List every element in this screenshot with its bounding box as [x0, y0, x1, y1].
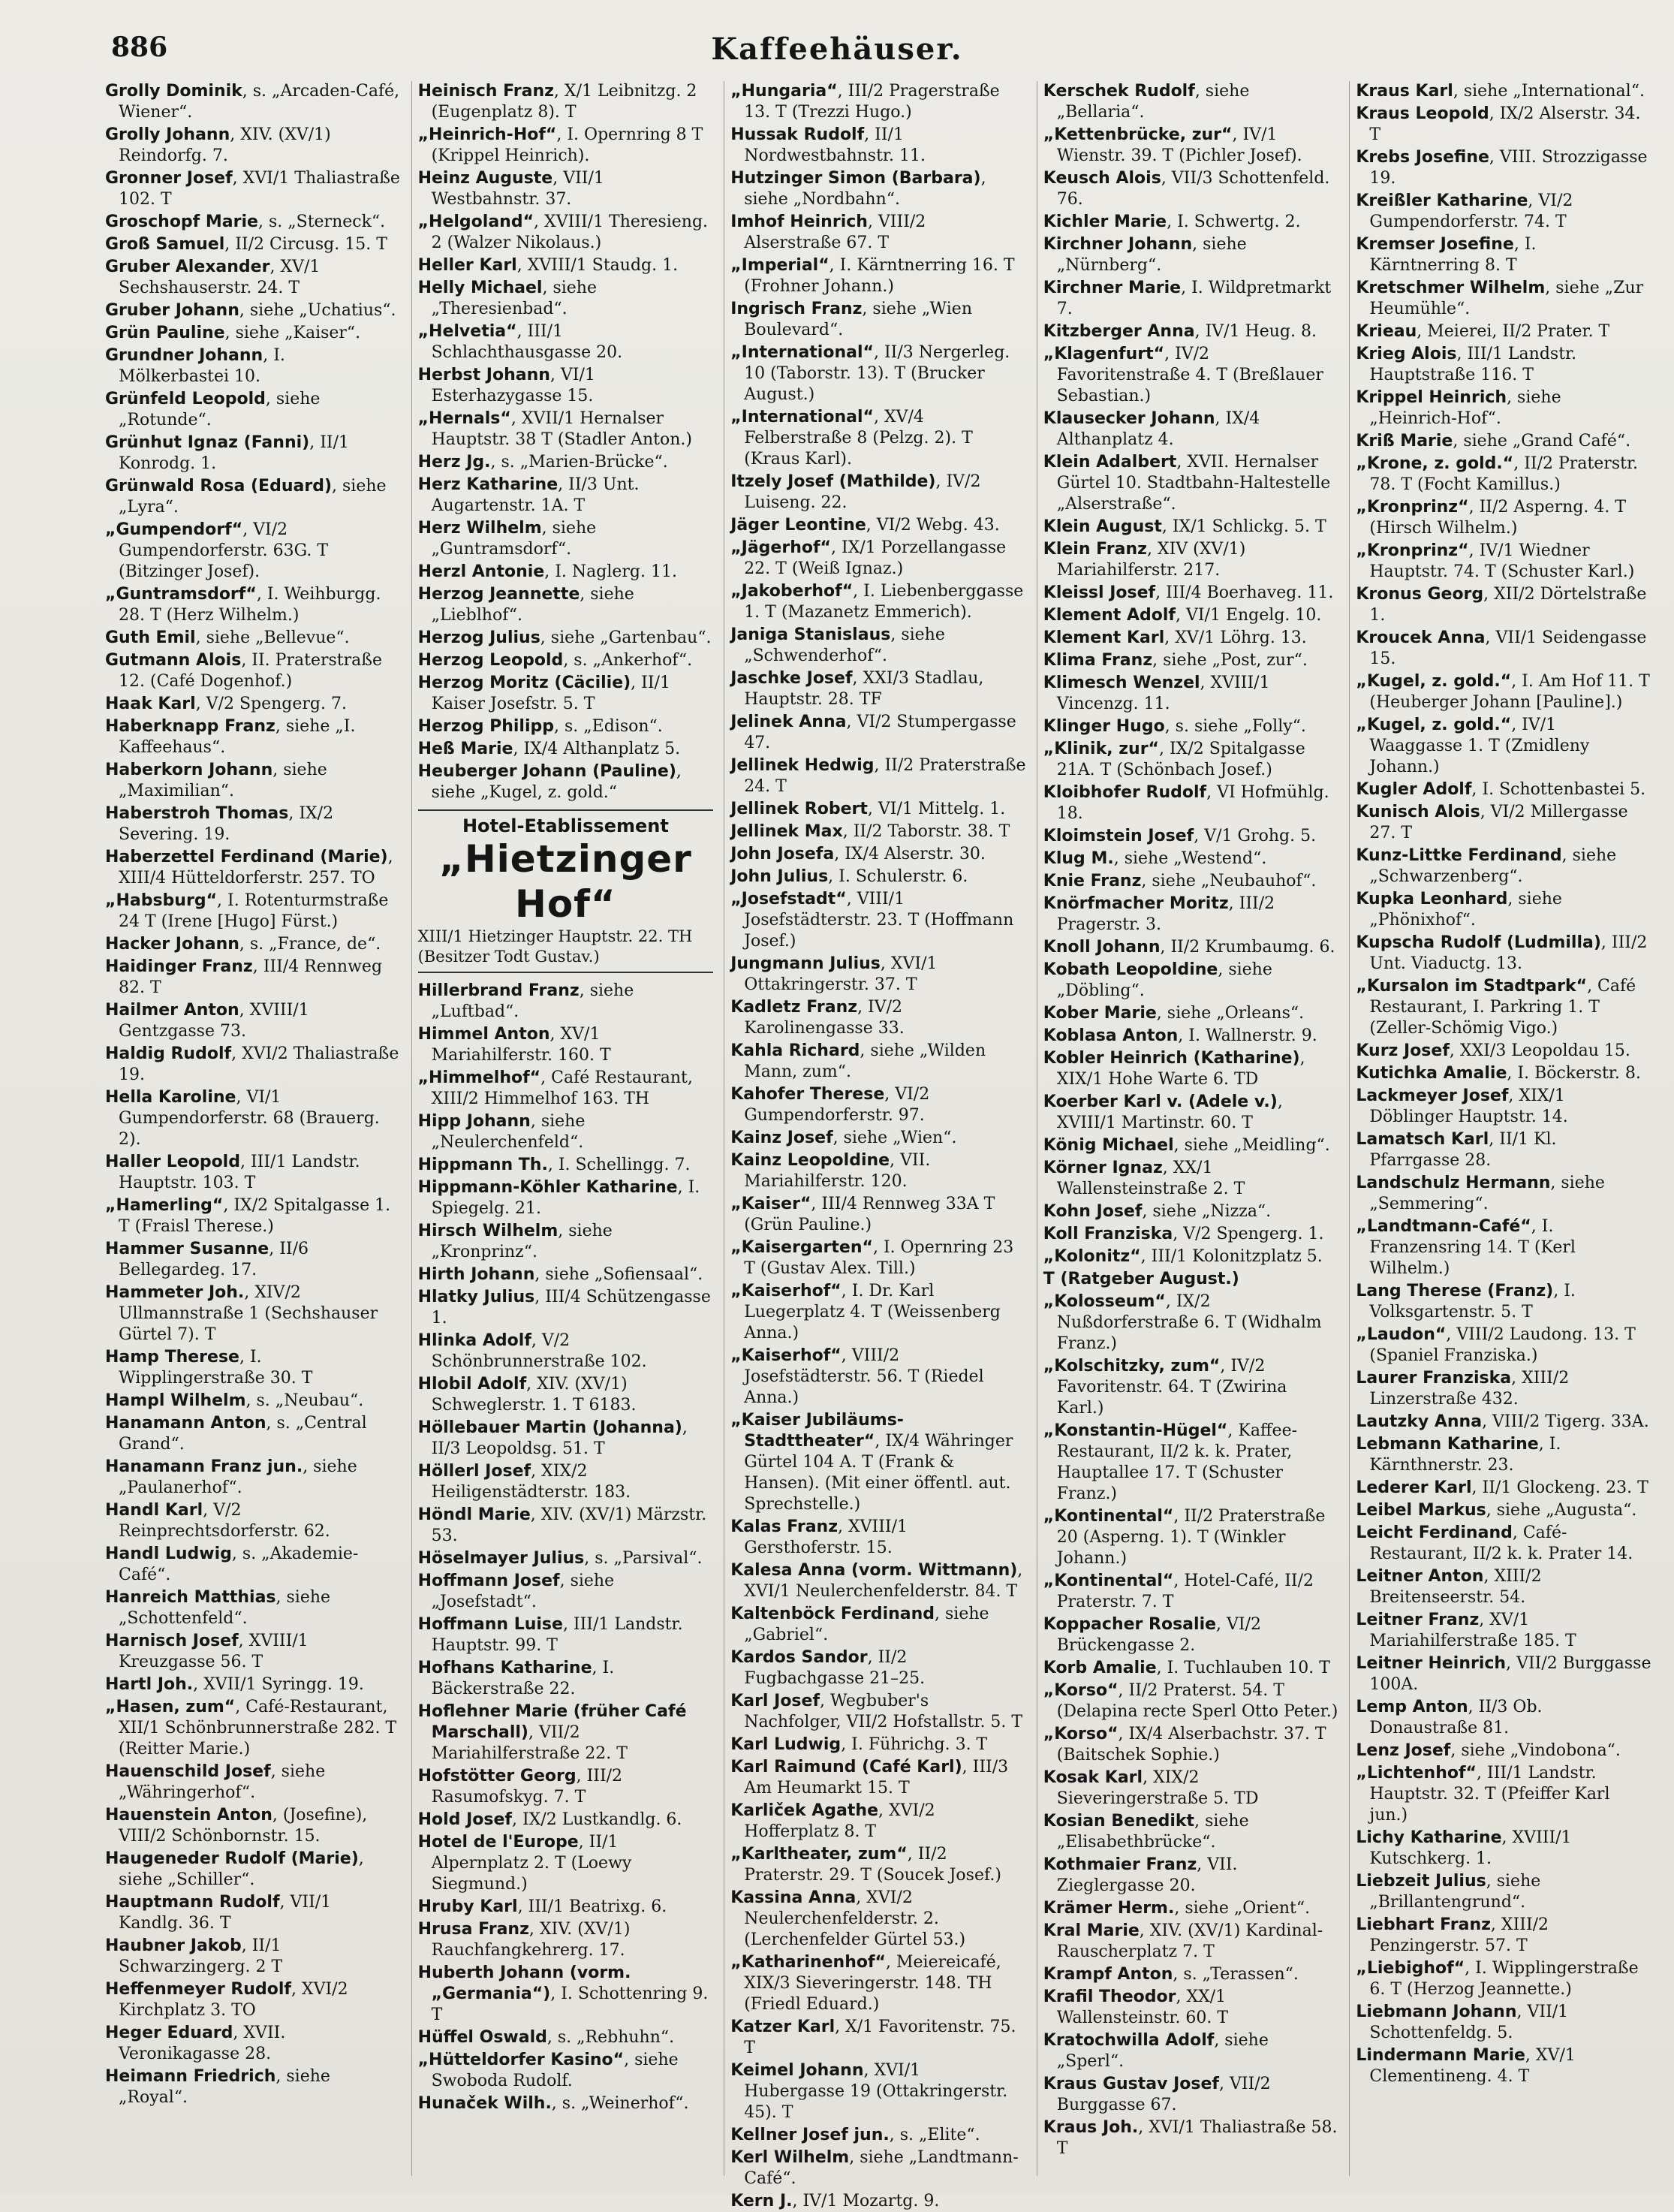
directory-entry: Kichler Marie, I. Schwertg. 2.: [1043, 212, 1301, 231]
directory-entry: Gronner Josef, XVI/1 Thaliastraße 102. T: [105, 169, 400, 209]
directory-entry: Hauenstein Anton, (Josefine), VIII/2 Schönbornstr. 15.: [105, 1806, 368, 1846]
directory-entry: Jelinek Anna, VI/2 Stumpergasse 47.: [730, 713, 1016, 752]
directory-entry: Lenz Josef, siehe „Vindobona“.: [1356, 1741, 1621, 1760]
directory-entry: Krieau, Meierei, II/2 Prater. T: [1356, 322, 1610, 341]
directory-entry: Haberstroh Thomas, IX/2 Severing. 19.: [105, 804, 334, 844]
directory-entry: Imhof Heinrich, VIII/2 Alserstraße 67. T: [730, 212, 926, 252]
directory-entry: Haberzettel Ferdinand (Marie), XIII/4 Hütteldorferstr. 257. TO: [105, 848, 393, 888]
directory-entry: Höndl Marie, XIV. (XV/1) Märzstr. 53.: [417, 1505, 707, 1545]
directory-entry: Jaschke Josef, XXI/3 Stadlau, Hauptstr. 28. TF: [730, 669, 984, 709]
directory-entry: Kitzberger Anna, IV/1 Heug. 8.: [1043, 322, 1317, 341]
directory-entry: „Konstantin-Hügel“, Kaffee-Restaurant, II/2 k. k. Prater, Hauptallee 17. T (Schuster Franz.): [1043, 1421, 1298, 1503]
directory-entry: Laurer Franziska, XIII/2 Linzerstraße 432.: [1356, 1369, 1570, 1409]
directory-entry: Klein Franz, XIV (XV/1) Mariahilferstr. 217.: [1043, 540, 1246, 580]
directory-entry: Hipp Johann, siehe „Neulerchenfeld“.: [417, 1112, 586, 1152]
directory-entry: John Julius, I. Schulerstr. 6.: [730, 867, 968, 886]
directory-entry: Kronus Georg, XII/2 Dörtelstraße 1.: [1356, 585, 1647, 625]
directory-entry: Kainz Leopoldine, VII. Mariahilferstr. 120.: [730, 1151, 931, 1191]
directory-entry: Hlinka Adolf, V/2 Schönbrunnerstraße 102.: [417, 1331, 647, 1371]
directory-entry: Hlobil Adolf, XIV. (XV/1) Schweglerstr. 1. T 6183.: [417, 1375, 637, 1415]
directory-entry: Herzl Antonie, I. Naglerg. 11.: [417, 562, 677, 581]
directory-entry: Heffenmeyer Rudolf, XVI/2 Kirchplatz 3. TO: [105, 1980, 348, 2020]
directory-entry: Kupka Leonhard, siehe „Phönixhof“.: [1356, 890, 1562, 930]
directory-entry: John Josefa, IX/4 Alserstr. 30.: [730, 845, 986, 863]
directory-entry: Krämer Herm., siehe „Orient“.: [1043, 1899, 1311, 1918]
directory-entry: Kosian Benedikt, siehe „Elisabethbrücke“.: [1043, 1812, 1249, 1852]
directory-entry: Kretschmer Wilhelm, siehe „Zur Heumühle“.: [1356, 279, 1644, 318]
directory-entry: Koll Franziska, V/2 Spengerg. 1.: [1043, 1225, 1324, 1243]
ad-text: XIII/1 Hietzinger Hauptstr. 22. TH (Besitzer Todt Gustav.): [417, 927, 693, 966]
directory-entry: Höllebauer Martin (Johanna), II/3 Leopoldsg. 51. T: [417, 1418, 688, 1458]
directory-entry: Haller Leopold, III/1 Landstr. Hauptstr. 103. T: [105, 1153, 360, 1192]
directory-entry: Höselmayer Julius, s. „Parsival“.: [417, 1549, 703, 1568]
directory-entry: Heuberger Johann (Pauline), siehe „Kugel, z. gold.“: [417, 762, 682, 802]
directory-entry: Kraus Gustav Josef, VII/2 Burggasse 67.: [1043, 2075, 1271, 2114]
directory-entry: Groschopf Marie, s. „Sterneck“.: [105, 212, 386, 231]
directory-entry: Kohn Josef, siehe „Nizza“.: [1043, 1202, 1272, 1221]
directory-entry: Kraus Leopold, IX/2 Alserstr. 34. T: [1356, 104, 1641, 144]
directory-entry: „Kontinental“, II/2 Praterstraße 20 (Asperng. 1). T (Winkler Johann.): [1043, 1507, 1326, 1568]
directory-entry: Jungmann Julius, XVI/1 Ottakringerstr. 37. T: [730, 954, 938, 994]
directory-entry: „Jägerhof“, IX/1 Porzellangasse 22. T (Weiß Ignaz.): [730, 538, 1007, 578]
directory-entry: Haberkorn Johann, siehe „Maximilian“.: [105, 761, 327, 800]
directory-entry: „Kronprinz“, IV/1 Wiedner Hauptstr. 74. T (Schuster Karl.): [1356, 541, 1635, 581]
directory-entry: Lautzky Anna, VIII/2 Tigerg. 33A.: [1356, 1412, 1649, 1431]
directory-entry: „International“, II/3 Nergerleg. 10 (Taborstr. 13). T (Brucker August.): [730, 343, 1010, 404]
directory-entry: Krebs Josefine, VIII. Strozzigasse 19.: [1356, 148, 1648, 188]
directory-entry: Haubner Jakob, II/1 Schwarzingerg. 2 T: [105, 1936, 283, 1976]
directory-entry: „Helgoland“, XVIII/1 Theresieng. 2 (Walzer Nikolaus.): [417, 212, 709, 252]
directory-entry: Haidinger Franz, III/4 Rennweg 82. T: [105, 957, 383, 997]
directory-entry: Kral Marie, XIV. (XV/1) Kardinal-Rauscherplatz 7. T: [1043, 1921, 1323, 1961]
directory-entry: Liebzeit Julius, siehe „Brillantengrund“.: [1356, 1872, 1541, 1912]
directory-entry: Kadletz Franz, IV/2 Karolinengasse 33.: [730, 998, 905, 1038]
directory-entry: Haldig Rudolf, XVI/2 Thaliastraße 19.: [105, 1044, 399, 1084]
directory-entry: „Landtmann-Café“, I. Franzensring 14. T (Kerl Wilhelm.): [1356, 1217, 1576, 1278]
directory-entry: Hirth Johann, siehe „Sofiensaal“.: [417, 1265, 703, 1284]
directory-entry: Kreißler Katharine, VI/2 Gumpendorferstr. 74. T: [1356, 191, 1573, 231]
directory-entry: Kosak Karl, XIX/2 Sieveringerstraße 5. TD: [1043, 1768, 1259, 1808]
ad-title: „Hietzinger Hof“: [438, 837, 692, 926]
directory-entry: „Kugel, z. gold.“, IV/1 Waaggasse 1. T (Zmidleny Johann.): [1356, 716, 1590, 776]
directory-entry: Koppacher Rosalie, VI/2 Brückengasse 2.: [1043, 1615, 1262, 1655]
directory-entry: „Korso“, IX/4 Alserbachstr. 37. T (Baitschek Sophie.): [1043, 1725, 1326, 1764]
directory-entry: Kalas Franz, XVIII/1 Gersthoferstr. 15.: [730, 1517, 908, 1557]
directory-entry: Leitner Franz, XV/1 Mariahilferstraße 185. T: [1356, 1611, 1576, 1650]
directory-entry: Grünwald Rosa (Eduard), siehe „Lyra“.: [105, 477, 387, 517]
directory-entry: Lebmann Katharine, I. Kärnthnerstr. 23.: [1356, 1435, 1561, 1475]
directory-entry: Kraus Joh., XVI/1 Thaliastraße 58. T: [1043, 2118, 1338, 2158]
column-3: [724, 81, 1026, 2210]
directory-entry: Leitner Anton, XIII/2 Breitenseerstr. 54.: [1356, 1567, 1542, 1607]
directory-entry: „Hungaria“, III/2 Pragerstraße 13. T (Trezzi Hugo.): [730, 82, 1000, 122]
directory-entry: Hofstötter Georg, III/2 Rasumofskyg. 7. T: [417, 1767, 623, 1807]
directory-entry: Herzog Leopold, s. „Ankerhof“.: [417, 651, 693, 670]
directory-entry: „Kontinental“, Hotel-Café, II/2 Praterstr. 7. T: [1043, 1572, 1314, 1611]
directory-entry: Kunisch Alois, VI/2 Millergasse 27. T: [1356, 803, 1628, 842]
directory-entry: Grundner Johann, I. Mölkerbastei 10.: [105, 346, 285, 386]
directory-entry: Koerber Karl v. (Adele v.), XVIII/1 Martinstr. 60. T: [1043, 1092, 1283, 1132]
directory-entry: Kloibhofer Rudolf, VI Hofmühlg. 18.: [1043, 783, 1329, 823]
directory-entry: Lang Therese (Franz), I. Volksgartenstr. 5. T: [1356, 1282, 1576, 1321]
directory-entry: „Kolschitzky, zum“, IV/2 Favoritenstr. 64. T (Zwirina Karl.): [1043, 1357, 1287, 1418]
directory-entry: Hanreich Matthias, siehe „Schottenfeld“.: [105, 1588, 331, 1628]
column-5: [1349, 81, 1651, 2176]
directory-entry: „Lichtenhof“, III/1 Landstr. Hauptstr. 32. T (Pfeiffer Karl jun.): [1356, 1764, 1610, 1825]
directory-entry: „Katharinenhof“, Meiereicafé, XIX/3 Sieveringerstr. 148. TH (Friedl Eduard.): [730, 1953, 1001, 2014]
directory-entry: Hacker Johann, s. „France, de“.: [105, 935, 381, 954]
directory-entry: „Klagenfurt“, IV/2 Favoritenstraße 4. T (Breßlauer Sebastian.): [1043, 345, 1323, 405]
directory-entry: Hippmann-Köhler Katharine, I. Spiegelg. 21.: [417, 1178, 700, 1218]
directory-entry: Karl Raimund (Café Karl), III/3 Am Heumarkt 15. T: [730, 1758, 1009, 1798]
directory-entry: „Kursalon im Stadtpark“, Café Restaurant, I. Parkring 1. T (Zeller-Schömig Vigo.): [1356, 977, 1636, 1038]
directory-entry: Hartl Joh., XVII/1 Syringg. 19.: [105, 1675, 364, 1694]
directory-entry: Heger Eduard, XVII. Veronikagasse 28.: [105, 2024, 286, 2063]
directory-entry: „Hasen, zum“, Café-Restaurant, XII/1 Schönbrunnerstraße 282. T (Reitter Marie.): [105, 1698, 397, 1758]
directory-entry: Grünhut Ignaz (Fanni), II/1 Konrodg. 1.: [105, 433, 349, 473]
directory-entry: Kaltenböck Ferdinand, siehe „Gabriel“.: [730, 1605, 989, 1644]
directory-entry: Klimesch Wenzel, XVIII/1 Vincenzg. 11.: [1043, 674, 1270, 713]
directory-entry: Klein August, IX/1 Schlickg. 5. T: [1043, 517, 1326, 536]
directory-entry: Kratochwilla Adolf, siehe „Sperl“.: [1043, 2031, 1269, 2071]
directory-entry: Körner Ignaz, XX/1 Wallensteinstraße 2. T: [1043, 1159, 1245, 1198]
directory-entry: Lichy Katharine, XVIII/1 Kutschkerg. 1.: [1356, 1828, 1572, 1868]
column-1: [105, 81, 401, 2176]
directory-entry: Lamatsch Karl, II/1 Kl. Pfarrgasse 28.: [1356, 1130, 1557, 1170]
directory-entry: „Kolosseum“, IX/2 Nußdorferstraße 6. T (Widhalm Franz.): [1043, 1292, 1322, 1353]
directory-entry: Kardos Sandor, II/2 Fugbachgasse 21–25.: [730, 1648, 926, 1688]
directory-entry: Itzely Josef (Mathilde), IV/2 Luiseng. 22.: [730, 472, 981, 512]
directory-entry: „Jakoberhof“, I. Liebenberggasse 1. T (Mazanetz Emmerich).: [730, 582, 1024, 622]
directory-entry: „Habsburg“, I. Rotenturmstraße 24 T (Irene [Hugo] Fürst.): [105, 891, 389, 931]
directory-entry: „Korso“, II/2 Praterst. 54. T (Delapina recte Sperl Otto Peter.): [1043, 1681, 1338, 1721]
directory-entry: „Liebighof“, I. Wipplingerstraße 6. T (Herzog Jeannette.): [1356, 1959, 1639, 1999]
directory-entry: Kloimstein Josef, V/1 Grohg. 5.: [1043, 827, 1317, 845]
directory-entry: Keimel Johann, XVI/1 Hubergasse 19 (Ottakringerstr. 45). T: [730, 2061, 1008, 2122]
directory-entry: „Guntramsdorf“, I. Weihburgg. 28. T (Herz Wilhelm.): [105, 585, 381, 625]
directory-entry: Jellinek Hedwig, II/2 Praterstraße 24. T: [730, 756, 1026, 796]
directory-entry: Heimann Friedrich, siehe „Royal“.: [105, 2067, 330, 2107]
page-header: [0, 32, 1674, 77]
directory-entry: Leitner Heinrich, VII/2 Burggasse 100A.: [1356, 1654, 1651, 1694]
directory-entry: Heß Marie, IX/4 Althanplatz 5.: [417, 740, 681, 758]
directory-entry: Kirchner Johann, siehe „Nürnberg“.: [1043, 235, 1247, 275]
directory-entry: Hamp Therese, I. Wipplingerstraße 30. T: [105, 1348, 313, 1388]
directory-entry: Korb Amalie, I. Tuchlauben 10. T: [1043, 1659, 1330, 1677]
column-4: [1037, 81, 1339, 2176]
directory-entry: Janiga Stanislaus, siehe „Schwenderhof“.: [730, 625, 945, 665]
directory-entry: Hanamann Anton, s. „Central Grand“.: [105, 1414, 367, 1454]
directory-entry: Karliček Agathe, XVI/2 Hofferplatz 8. T: [730, 1801, 935, 1841]
directory-entry: „Hernals“, XVII/1 Hernalser Hauptstr. 38 T (Stadler Anton.): [417, 409, 693, 449]
directory-entry: „Imperial“, I. Kärntnerring 16. T (Frohner Johann.): [730, 256, 1015, 296]
page-number: 886: [111, 32, 168, 63]
directory-entry: Hoflehner Marie (früher Café Marschall), VII/2 Mariahilferstraße 22. T: [417, 1702, 687, 1763]
column-2: [411, 81, 714, 2176]
directory-entry: Kroucek Anna, VII/1 Seidengasse 15.: [1356, 628, 1647, 668]
directory-entry: Landschulz Hermann, siehe „Semmering“.: [1356, 1174, 1605, 1213]
directory-entry: „Kronprinz“, II/2 Asperng. 4. T (Hirsch Wilhelm.): [1356, 498, 1627, 538]
directory-entry: „Kettenbrücke, zur“, IV/1 Wienstr. 39. T (Pichler Josef).: [1043, 125, 1302, 165]
directory-entry: „International“, XV/4 Felberstraße 8 (Pelzg. 2). T (Kraus Karl).: [730, 408, 973, 469]
directory-entry: „Helvetia“, III/1 Schlachthausgasse 20.: [417, 322, 623, 362]
directory-entry: Hüffel Oswald, s. „Rebhuhn“.: [417, 2028, 675, 2047]
directory-entry: „Kaiserhof“, I. Dr. Karl Luegerplatz 4. T (Weissenberg Anna.): [730, 1282, 1001, 1343]
directory-entry: Liebhart Franz, XIII/2 Penzingerstr. 57. T: [1356, 1915, 1549, 1955]
directory-entry: Handl Karl, V/2 Reinprechtsdorferstr. 62.: [105, 1501, 330, 1541]
directory-entry: Grolly Johann, XIV. (XV/1) Reindorfg. 7.: [105, 125, 331, 165]
directory-entry: Koblasa Anton, I. Wallnerstr. 9.: [1043, 1026, 1317, 1045]
directory-entry: Helly Michael, siehe „Theresienbad“.: [417, 279, 597, 318]
directory-entry: „Kaiser Jubiläums-Stadttheater“, IX/4 Währinger Gürtel 104 A. T (Frank & Hansen). (Mit einer öffentl. aut. Sprechstelle.): [730, 1411, 1013, 1514]
directory-entry: Kahla Richard, siehe „Wilden Mann, zum“.: [730, 1041, 986, 1081]
directory-entry: „Gumpendorf“, VI/2 Gumpendorferstr. 63G. T (Bitzinger Josef).: [105, 520, 329, 581]
directory-entry: Hunaček Wilh., s. „Weinerhof“.: [417, 2094, 689, 2113]
directory-entry: Klausecker Johann, IX/4 Althanplatz 4.: [1043, 409, 1260, 449]
directory-entry: „Kaiser“, III/4 Rennweg 33A T (Grün Pauline.): [730, 1195, 995, 1234]
directory-entry: Kahofer Therese, VI/2 Gumpendorferstr. 97.: [730, 1085, 930, 1125]
directory-entry: Hussak Rudolf, II/1 Nordwestbahnstr. 11.: [730, 125, 926, 165]
directory-entry: „Hütteldorfer Kasino“, siehe Swoboda Rudolf.: [417, 2051, 679, 2090]
directory-entry: Haberknapp Franz, siehe „I. Kaffeehaus“.: [105, 717, 356, 757]
directory-entry: Katzer Karl, X/1 Favoritenstr. 75. T: [730, 2018, 1016, 2057]
directory-entry: Klement Adolf, VI/1 Engelg. 10.: [1043, 606, 1322, 625]
directory-entry: Kraus Karl, siehe „International“.: [1356, 82, 1645, 101]
directory-entry: „Kugel, z. gold.“, I. Am Hof 11. T (Heuberger Johann [Pauline].): [1356, 672, 1650, 712]
directory-entry: Haak Karl, V/2 Spengerg. 7.: [105, 695, 347, 713]
directory-entry: Klinger Hugo, s. siehe „Folly“.: [1043, 717, 1306, 736]
directory-entry: Herz Wilhelm, siehe „Guntramsdorf“.: [417, 519, 597, 559]
directory-entry: Kellner Josef jun., s. „Elite“.: [730, 2126, 980, 2144]
directory-entry: Liebmann Johann, VII/1 Schottenfeldg. 5.: [1356, 2003, 1569, 2042]
directory-entry: Hoffmann Josef, siehe „Josefstadt“.: [417, 1572, 615, 1611]
directory-entry: Handl Ludwig, s. „Akademie-Café“.: [105, 1544, 359, 1584]
directory-entry: Kalesa Anna (vorm. Wittmann), XVI/1 Neulerchenfelderstr. 84. T: [730, 1561, 1023, 1601]
directory-entry: Leibel Markus, siehe „Augusta“.: [1356, 1501, 1637, 1520]
directory-entry: Hutzinger Simon (Barbara), siehe „Nordbahn“.: [730, 169, 986, 209]
directory-entry: Höllerl Josef, XIX/2 Heiligenstädterstr. 183.: [417, 1462, 631, 1502]
directory-entry: „Kaisergarten“, I. Opernring 23 T (Gustav Alex. Till.): [730, 1238, 1014, 1278]
directory-entry: Hanamann Franz jun., siehe „Paulanerhof“.: [105, 1457, 357, 1497]
directory-entry: Klima Franz, siehe „Post, zur“.: [1043, 651, 1308, 670]
directory-entry: „Josefstadt“, VIII/1 Josefstädterstr. 23. T (Hoffmann Josef.): [730, 890, 1014, 951]
directory-entry: Heller Karl, XVIII/1 Staudg. 1.: [417, 256, 679, 275]
directory-entry: Kainz Josef, siehe „Wien“.: [730, 1129, 957, 1147]
ad-kicker: Hotel-Etablissement: [462, 815, 669, 836]
directory-entry: Jellinek Robert, VI/1 Mittelg. 1.: [730, 800, 1006, 818]
directory-entry: Kurz Josef, XXI/3 Leopoldau 15.: [1356, 1041, 1630, 1060]
directory-entry: Herzog Moritz (Cäcilie), II/1 Kaiser Josefstr. 5. T: [417, 674, 670, 713]
directory-entry: Hauenschild Josef, siehe „Währingerhof“.: [105, 1762, 326, 1802]
directory-entry: Hampl Wilhelm, s. „Neubau“.: [105, 1391, 364, 1410]
directory-entry: Lederer Karl, II/1 Glockeng. 23. T: [1356, 1478, 1648, 1497]
directory-entry: Krippel Heinrich, siehe „Heinrich-Hof“.: [1356, 388, 1561, 428]
directory-entry: Lindermann Marie, XV/1 Clementineng. 4. T: [1356, 2046, 1576, 2086]
directory-entry: „Heinrich-Hof“, I. Opernring 8 T (Krippel Heinrich).: [417, 125, 703, 165]
directory-entry: Kutichka Amalie, I. Böckerstr. 8.: [1356, 1064, 1641, 1083]
directory-entry: Jellinek Max, II/2 Taborstr. 38. T: [730, 822, 1010, 841]
directory-entry: Kassina Anna, XVI/2 Neulerchenfelderstr. 2. (Lerchenfelder Gürtel 53.): [730, 1888, 966, 1949]
directory-entry: „Himmelhof“, Café Restaurant, XIII/2 Himmelhof 163. TH: [417, 1068, 693, 1108]
directory-entry: Karl Ludwig, I. Führichg. 3. T: [730, 1735, 988, 1754]
directory-entry: Kerschek Rudolf, siehe „Bellaria“.: [1043, 82, 1250, 122]
directory-entry: Himmel Anton, XV/1 Mariahilferstr. 160. T: [417, 1025, 611, 1065]
directory-entry: Kunz-Littke Ferdinand, siehe „Schwarzenberg“.: [1356, 846, 1617, 886]
directory-entry: Kremser Josefine, I. Kärntnerring 8. T: [1356, 235, 1537, 275]
directory-entry: Herz Jg., s. „Marien-Brücke“.: [417, 453, 668, 472]
directory-entry: Hrusa Franz, XIV. (XV/1) Rauchfangkehrerg. 17.: [417, 1920, 631, 1960]
directory-entry: Karl Josef, Wegbuber's Nachfolger, VII/2 Hofstallstr. 5. T: [730, 1692, 1023, 1731]
directory-entry: Krieg Alois, III/1 Landstr. Hauptstraße 116. T: [1356, 345, 1577, 384]
directory-entry: Herz Katharine, II/3 Unt. Augartenstr. 1A. T: [417, 475, 640, 515]
directory-entry: Gruber Alexander, XV/1 Sechshauserstr. 24. T: [105, 258, 321, 297]
running-title: Kaffeehäuser.: [711, 32, 963, 67]
directory-entry: Klement Karl, XV/1 Löhrg. 13.: [1043, 628, 1307, 647]
directory-entry: Huberth Johann (vorm. „Germania“), I. Schottenring 9. T: [417, 1963, 709, 2024]
directory-entry: Hauptmann Rudolf, VII/1 Kandlg. 36. T: [105, 1893, 332, 1933]
directory-entry: Hoffmann Luise, III/1 Landstr. Hauptstr. 99. T: [417, 1615, 683, 1655]
directory-entry: „Karltheater, zum“, II/2 Praterstr. 29. T (Soucek Josef.): [730, 1845, 1001, 1885]
directory-entry: Kleissl Josef, III/4 Boerhaveg. 11.: [1043, 583, 1334, 602]
directory-entry: Ingrisch Franz, siehe „Wien Boulevard“.: [730, 300, 972, 339]
directory-entry: Hammeter Joh., XIV/2 Ullmannstraße 1 (Sechshauser Gürtel 7). T: [105, 1283, 378, 1344]
directory-entry: Hillerbrand Franz, siehe „Luftbad“.: [417, 981, 634, 1021]
directory-entry: Gutmann Alois, II. Praterstraße 12. (Café Dogenhof.): [105, 651, 382, 691]
directory-entry: Haugeneder Rudolf (Marie), siehe „Schiller“.: [105, 1849, 364, 1889]
directory-entry: Heinisch Franz, X/1 Leibnitzg. 2 (Eugenplatz 8). T: [417, 82, 697, 122]
directory-entry: Heinz Auguste, VII/1 Westbahnstr. 37.: [417, 169, 604, 209]
hotel-advertisement: [418, 809, 714, 973]
directory-entry: Lackmeyer Josef, XIX/1 Döblinger Hauptstr. 14.: [1356, 1086, 1568, 1126]
directory-entry: Hirsch Wilhelm, siehe „Kronprinz“.: [417, 1222, 613, 1261]
directory-entry: Hofhans Katharine, I. Bäckerstraße 22.: [417, 1659, 615, 1698]
directory-entry: Knörfmacher Moritz, III/2 Pragerstr. 3.: [1043, 894, 1275, 934]
directory-entry: Kobath Leopoldine, siehe „Döbling“.: [1043, 960, 1272, 1000]
directory-entry: Kothmaier Franz, VII. Zieglergasse 20.: [1043, 1855, 1238, 1895]
directory-entry: Klug M., siehe „Westend“.: [1043, 849, 1267, 868]
directory-entry: Gruber Johann, siehe „Uchatius“.: [105, 301, 396, 320]
directory-entry: Hella Karoline, VI/1 Gumpendorferstr. 68 (Brauerg. 2).: [105, 1088, 380, 1149]
directory-entry: Hold Josef, IX/2 Lustkandlg. 6.: [417, 1810, 682, 1829]
directory-entry: Knie Franz, siehe „Neubauhof“.: [1043, 872, 1317, 891]
directory-entry: Herzog Julius, siehe „Gartenbau“.: [417, 628, 712, 647]
directory-columns: [105, 81, 1651, 2210]
directory-entry: Hammer Susanne, II/6 Bellegardeg. 17.: [105, 1240, 309, 1279]
directory-entry: Kober Marie, siehe „Orleans“.: [1043, 1004, 1305, 1023]
directory-entry: Kobler Heinrich (Katharine), XIX/1 Hohe Warte 6. TD: [1043, 1049, 1305, 1089]
directory-entry: Grünfeld Leopold, siehe „Rotunde“.: [105, 390, 321, 429]
directory-entry: Leicht Ferdinand, Café-Restaurant, II/2 k. k. Prater 14.: [1356, 1523, 1633, 1563]
directory-entry: „Hamerling“, IX/2 Spitalgasse 1. T (Fraisl Therese.): [105, 1196, 391, 1236]
directory-entry: T (Ratgeber August.): [1043, 1270, 1239, 1288]
directory-entry: Lemp Anton, II/3 Ob. Donaustraße 81.: [1356, 1698, 1543, 1737]
directory-entry: „Kolonitz“, III/1 Kolonitzplatz 5.: [1043, 1247, 1323, 1266]
directory-entry: Kugler Adolf, I. Schottenbastei 5.: [1356, 780, 1646, 799]
directory-entry: Kupscha Rudolf (Ludmilla), III/2 Unt. Viaductg. 13.: [1356, 933, 1648, 973]
directory-entry: Keusch Alois, VII/3 Schottenfeld. 76.: [1043, 169, 1330, 209]
directory-entry: Herzog Philipp, s. „Edison“.: [417, 717, 663, 736]
directory-entry: Kirchner Marie, I. Wildpretmarkt 7.: [1043, 279, 1332, 318]
directory-entry: Krafil Theodor, XX/1 Wallensteinstr. 60. T: [1043, 1987, 1229, 2027]
directory-entry: Hotel de l'Europe, II/1 Alpernplatz 2. T (Loewy Siegmund.): [417, 1833, 632, 1894]
directory-entry: Knoll Johann, II/2 Krumbaumg. 6.: [1043, 938, 1335, 957]
directory-entry: Hlatky Julius, III/4 Schützengasse 1.: [417, 1288, 711, 1328]
directory-entry: Hailmer Anton, XVIII/1 Gentzgasse 73.: [105, 1001, 309, 1041]
directory-entry: Harnisch Josef, XVIII/1 Kreuzgasse 56. T: [105, 1632, 309, 1671]
directory-entry: Klein Adalbert, XVII. Hernalser Gürtel 10. Stadtbahn-Haltestelle „Alserstraße“.: [1043, 453, 1331, 514]
directory-entry: Guth Emil, siehe „Bellevue“.: [105, 628, 350, 647]
directory-entry: „Klinik, zur“, IX/2 Spitalgasse 21A. T (Schönbach Josef.): [1043, 740, 1305, 779]
directory-entry: Hippmann Th., I. Schellingg. 7.: [417, 1156, 691, 1174]
directory-entry: „Laudon“, VIII/2 Laudong. 13. T (Spaniel Franziska.): [1356, 1325, 1636, 1365]
directory-entry: Kerl Wilhelm, siehe „Landtmann-Café“.: [730, 2148, 1019, 2188]
directory-entry: Grolly Dominik, s. „Arcaden-Café, Wiener“.: [105, 82, 400, 122]
directory-entry: Kern J., IV/1 Mozartg. 9.: [730, 2192, 940, 2210]
directory-entry: Kriß Marie, siehe „Grand Café“.: [1356, 432, 1631, 451]
directory-entry: Herzog Jeannette, siehe „Lieblhof“.: [417, 585, 634, 625]
directory-entry: Krampf Anton, s. „Terassen“.: [1043, 1965, 1299, 1984]
directory-entry: Grün Pauline, siehe „Kaiser“.: [105, 324, 361, 342]
directory-entry: Jäger Leontine, VI/2 Webg. 43.: [730, 516, 1000, 535]
directory-entry: „Krone, z. gold.“, II/2 Praterstr. 78. T (Focht Kamillus.): [1356, 454, 1639, 494]
directory-entry: „Kaiserhof“, VIII/2 Josefstädterstr. 56. T (Riedel Anna.): [730, 1346, 984, 1407]
directory-entry: Hruby Karl, III/1 Beatrixg. 6.: [417, 1897, 667, 1916]
directory-entry: Herbst Johann, VI/1 Esterhazygasse 15.: [417, 366, 595, 405]
directory-entry: König Michael, siehe „Meidling“.: [1043, 1136, 1330, 1155]
directory-entry: Groß Samuel, II/2 Circusg. 15. T: [105, 235, 387, 254]
